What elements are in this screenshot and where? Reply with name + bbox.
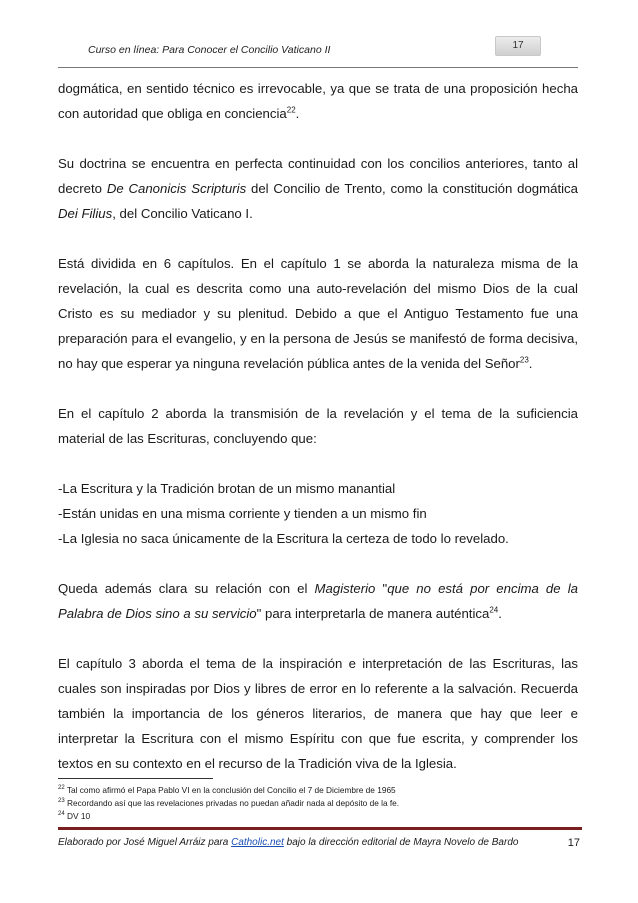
footnote-divider <box>58 778 213 779</box>
list-item: -La Escritura y la Tradición brotan de un mismo manantial <box>58 481 396 496</box>
magisterio-quote: que no está por encima de la Palabra de Dios sino a su servicio <box>58 581 578 621</box>
page-number-badge: 17 <box>495 36 541 56</box>
footnote-22: $^{22}$ Tal como afirmó el Papa Pablo VI en la conclusión del Concilio el 7 de Diciembre de 1965 <box>58 785 396 795</box>
footnotes <box>58 778 578 823</box>
footnote-ref-22[interactable]: 22 <box>286 105 296 115</box>
paragraph-4: En el capítulo 2 aborda la transmisión de la revelación y el tema de la suficiencia material de las Escrituras, concluyendo que: <box>58 406 578 446</box>
footer-page-number: 17 <box>567 837 580 849</box>
page-header <box>58 26 578 66</box>
list-item: -Están unidas en una misma corriente y tienden a un mismo fin <box>58 506 427 521</box>
footnote-ref-23[interactable]: 23 <box>519 355 529 365</box>
paragraph-6: El capítulo 3 aborda el tema de la inspiración e interpretación de las Escrituras, las cuales son inspiradas por Dios y libres de error en lo referente a la salvación. Recuerda también la importancia de los géneros literarios, de manera que hay que leer e interpretar la Escritura con el mismo Espíritu con que fue escrita, y comprender los textos en su contexto en el recurso de la Tradición viva de la Iglesia. <box>58 656 578 771</box>
header-title: Curso en línea: Para Conocer el Concilio Vaticano II <box>88 44 331 56</box>
footnote-23: $^{23}$ Recordando así que las revelaciones privadas no puedan añadir nada al depósito de la fe. <box>58 798 400 808</box>
paragraph-5: Queda además clara su relación con el Magisterio "que no está por encima de la Palabra de Dios sino a su servicio" para interpretarla de manera auténtica$^{24}$. <box>58 581 578 621</box>
page-footer: Elaborado por José Miguel Arráiz para Catholic.net bajo la dirección editorial de Mayra Novelo de Bardo 17 <box>58 837 580 849</box>
magisterio-term: Magisterio <box>314 581 376 596</box>
title-dei-filius: Dei Filius <box>58 206 113 221</box>
paragraph-3: Está dividida en 6 capítulos. En el capítulo 1 se aborda la naturaleza misma de la revelación, la cual es descrita como una auto-revelación del mismo Dios de la cual Cristo es su mediador y su plenitud. Debido a que el Antiguo Testamento fue una preparación para el evangelio, y en la persona de Jesús se manifestó de forma decisiva, no hay que esperar ya ninguna revelación pública antes de la venida del Señor$^{23}$. <box>58 256 578 371</box>
footer-divider <box>58 827 582 830</box>
paragraph-2: Su doctrina se encuentra en perfecta continuidad con los concilios anteriores, tanto al decreto De Canonicis Scripturis del Concilio de Trento, como la constitución dogmática Dei Filius, del Concilio Vaticano I. <box>58 156 578 221</box>
footnote-24: $^{24}$ DV 10 <box>58 811 91 821</box>
footnote-ref-24[interactable]: 24 <box>489 605 499 615</box>
title-de-canonicis-scripturis: De Canonicis Scripturis <box>106 181 247 196</box>
catholic-net-link[interactable]: Catholic.net <box>231 837 284 848</box>
header-divider <box>58 67 578 68</box>
paragraph-1: dogmática, en sentido técnico es irrevocable, ya que se trata de una proposición hecha con autoridad que obliga en conciencia$^{22}$. <box>58 81 578 121</box>
document-body <box>58 76 578 776</box>
list-item: -La Iglesia no saca únicamente de la Escritura la certeza de todo lo revelado. <box>58 531 509 546</box>
